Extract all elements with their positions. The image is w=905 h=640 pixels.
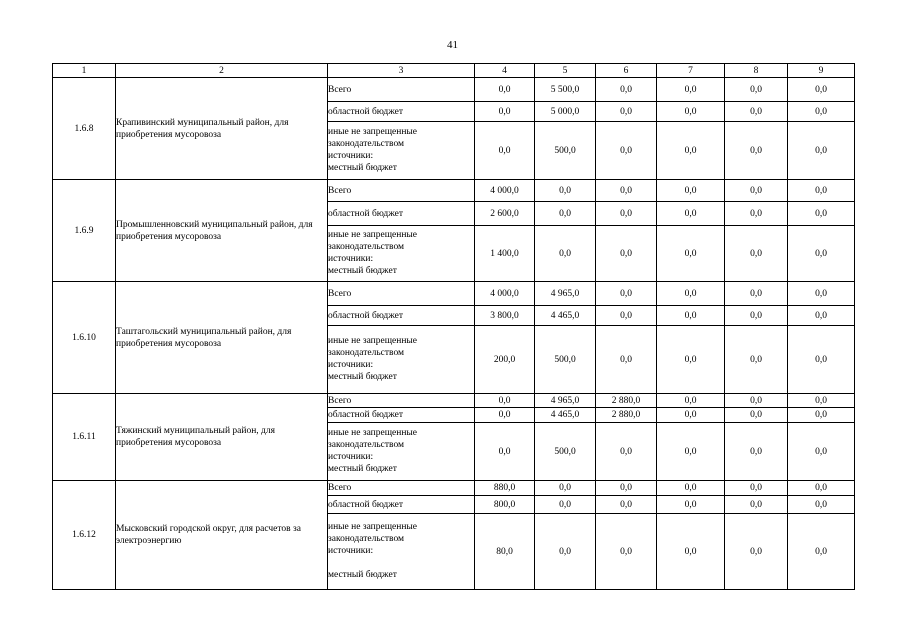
value-cell: 0,0 [725,180,788,202]
value-cell: 0,0 [725,78,788,102]
funding-source-label [328,423,475,481]
value-cell: 0,0 [657,180,725,202]
value-cell: 0,0 [657,226,725,282]
value-cell: 80,0 [475,514,535,590]
funding-source-label [328,226,475,282]
value-cell: 200,0 [475,326,535,394]
value-cell: 4 465,0 [535,306,596,326]
value-cell: 0,0 [725,226,788,282]
value-cell: 0,0 [725,514,788,590]
funding-source-label: областной бюджет [328,202,475,226]
column-header: 4 [475,64,535,78]
value-cell: 0,0 [657,408,725,423]
value-cell: 0,0 [788,78,855,102]
funding-source-label: областной бюджет [328,102,475,122]
item-code: 1.6.9 [53,180,116,282]
table-row-group-start [53,282,855,306]
value-cell: 0,0 [596,180,657,202]
value-cell: 0,0 [596,202,657,226]
funding-source-label-line: иные не запрещенные [328,428,418,438]
item-code: 1.6.12 [53,481,116,590]
value-cell: 0,0 [788,326,855,394]
value-cell: 5 500,0 [535,78,596,102]
value-cell: 0,0 [596,282,657,306]
value-cell: 0,0 [725,202,788,226]
value-cell: 0,0 [725,326,788,394]
value-cell: 0,0 [475,423,535,481]
funding-source-label-line: законодательством [328,534,405,544]
value-cell: 4 465,0 [535,408,596,423]
item-description: Промышленновский муниципальный район, для приобретения мусоровоза [116,180,328,282]
funding-source-label-line: иные не запрещенные [328,127,418,137]
value-cell: 0,0 [725,122,788,180]
value-cell: 0,0 [535,226,596,282]
value-cell: 0,0 [788,122,855,180]
value-cell: 0,0 [657,496,725,514]
funding-source-label: Всего [328,78,475,102]
value-cell: 0,0 [725,306,788,326]
value-cell: 1 400,0 [475,226,535,282]
value-cell: 0,0 [475,394,535,408]
funding-source-label-line: местный бюджет [328,570,397,580]
funding-source-label-line: иные не запрещенные [328,522,418,532]
table-row-group-start [53,78,855,102]
value-cell: 800,0 [475,496,535,514]
funding-source-label-line: законодательством [328,440,405,450]
funding-source-label [328,326,475,394]
value-cell: 0,0 [788,180,855,202]
item-code: 1.6.11 [53,394,116,481]
funding-source-label-line: иные не запрещенные [328,336,418,346]
value-cell: 0,0 [657,306,725,326]
funding-source-label: областной бюджет [328,306,475,326]
value-cell: 0,0 [725,394,788,408]
value-cell: 4 965,0 [535,394,596,408]
value-cell: 0,0 [788,202,855,226]
value-cell: 0,0 [788,102,855,122]
value-cell: 0,0 [475,408,535,423]
value-cell: 0,0 [535,496,596,514]
value-cell: 2 600,0 [475,202,535,226]
budget-table [52,63,855,590]
value-cell: 0,0 [596,423,657,481]
table-row-group-start [53,180,855,202]
funding-source-label: Всего [328,481,475,496]
value-cell: 0,0 [596,226,657,282]
value-cell: 0,0 [596,78,657,102]
value-cell: 0,0 [788,408,855,423]
value-cell: 0,0 [725,408,788,423]
value-cell: 0,0 [475,78,535,102]
value-cell: 500,0 [535,122,596,180]
value-cell: 4 000,0 [475,282,535,306]
funding-source-label [328,514,475,590]
funding-source-label: Всего [328,180,475,202]
value-cell: 0,0 [788,306,855,326]
value-cell: 0,0 [657,122,725,180]
item-description: Таштагольский муниципальный район, для приобретения мусоровоза [116,282,328,394]
column-header: 8 [725,64,788,78]
value-cell: 0,0 [475,102,535,122]
item-code: 1.6.8 [53,78,116,180]
value-cell: 3 800,0 [475,306,535,326]
value-cell: 2 880,0 [596,408,657,423]
value-cell: 0,0 [725,282,788,306]
value-cell: 0,0 [657,514,725,590]
funding-source-label-line: источники: [328,254,374,264]
funding-source-label: Всего [328,282,475,306]
value-cell: 0,0 [657,481,725,496]
value-cell: 0,0 [535,180,596,202]
value-cell: 880,0 [475,481,535,496]
column-header: 2 [116,64,328,78]
funding-source-label-line: местный бюджет [328,266,397,276]
value-cell: 0,0 [788,394,855,408]
value-cell: 0,0 [596,514,657,590]
funding-source-label-line: законодательством [328,348,405,358]
column-header: 5 [535,64,596,78]
value-cell: 0,0 [725,481,788,496]
funding-source-label-line: источники: [328,360,374,370]
value-cell: 4 965,0 [535,282,596,306]
funding-source-label-line: источники: [328,151,374,161]
value-cell: 500,0 [535,423,596,481]
funding-source-label: областной бюджет [328,496,475,514]
value-cell: 0,0 [788,423,855,481]
value-cell: 0,0 [788,496,855,514]
item-description: Крапивинский муниципальный район, для приобретения мусоровоза [116,78,328,180]
funding-source-label-line: источники: [328,546,374,556]
value-cell: 0,0 [725,496,788,514]
value-cell: 0,0 [788,514,855,590]
value-cell: 0,0 [657,202,725,226]
value-cell: 0,0 [788,282,855,306]
funding-source-label-line: иные не запрещенные [328,230,418,240]
value-cell: 0,0 [657,282,725,306]
value-cell: 0,0 [535,514,596,590]
value-cell: 0,0 [657,394,725,408]
value-cell: 0,0 [596,326,657,394]
funding-source-label-line: местный бюджет [328,163,397,173]
funding-source-label-line: источники: [328,452,374,462]
value-cell: 0,0 [657,102,725,122]
value-cell: 0,0 [788,226,855,282]
funding-source-label [328,122,475,180]
value-cell: 2 880,0 [596,394,657,408]
column-header: 6 [596,64,657,78]
table-row-group-start [53,481,855,496]
funding-source-label-line [328,557,474,569]
value-cell: 0,0 [535,202,596,226]
value-cell: 0,0 [596,102,657,122]
value-cell: 0,0 [475,122,535,180]
value-cell: 0,0 [725,423,788,481]
value-cell: 0,0 [725,102,788,122]
value-cell: 0,0 [657,78,725,102]
item-description: Тяжинский муниципальный район, для приобретения мусоровоза [116,394,328,481]
value-cell: 500,0 [535,326,596,394]
value-cell: 4 000,0 [475,180,535,202]
value-cell: 0,0 [535,481,596,496]
value-cell: 0,0 [788,481,855,496]
value-cell: 0,0 [596,306,657,326]
table-row-group-start [53,394,855,408]
page-number: 41 [447,39,458,51]
funding-source-label-line: местный бюджет [328,372,397,382]
funding-source-label-line: законодательством [328,242,405,252]
item-code: 1.6.10 [53,282,116,394]
funding-source-label: областной бюджет [328,408,475,423]
column-header: 1 [53,64,116,78]
column-header: 7 [657,64,725,78]
value-cell: 0,0 [596,481,657,496]
funding-source-label-line: местный бюджет [328,464,397,474]
value-cell: 5 000,0 [535,102,596,122]
value-cell: 0,0 [657,326,725,394]
item-description: Мысковский городской округ, для расчетов за электроэнергию [116,481,328,590]
value-cell: 0,0 [657,423,725,481]
funding-source-label-line: законодательством [328,139,405,149]
column-header: 3 [328,64,475,78]
value-cell: 0,0 [596,122,657,180]
funding-source-label: Всего [328,394,475,408]
header-row [53,64,855,78]
column-header: 9 [788,64,855,78]
value-cell: 0,0 [596,496,657,514]
